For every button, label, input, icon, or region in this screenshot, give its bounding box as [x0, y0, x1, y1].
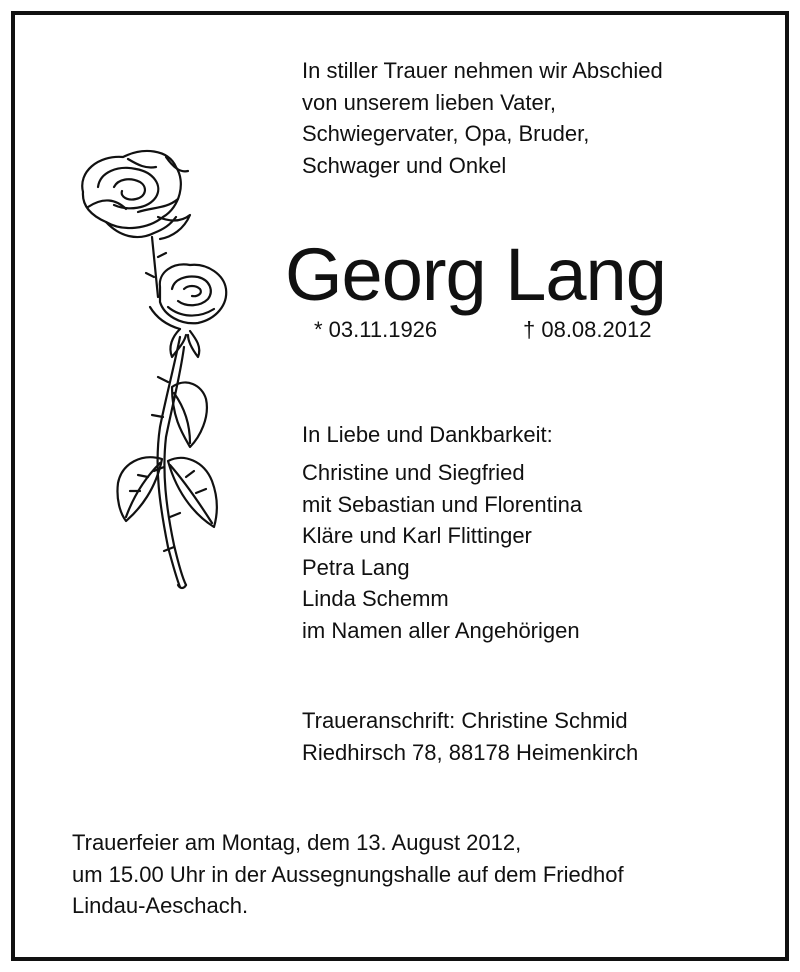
rose-icon	[68, 137, 248, 597]
intro-line: Schwager und Onkel	[302, 152, 507, 178]
address-line: Riedhirsch 78, 88178 Heimenkirch	[302, 739, 639, 765]
mourning-address	[302, 705, 638, 768]
family-line: Kläre und Karl Flittinger	[302, 523, 532, 548]
family-line: Christine und Siegfried	[302, 460, 525, 485]
intro-line: In stiller Trauer nehmen wir Abschied	[302, 58, 663, 83]
birth-date: * 03.11.1926	[314, 317, 438, 342]
family-list	[302, 457, 582, 646]
family-line: Petra Lang	[302, 554, 410, 580]
family-line: mit Sebastian und Florentina	[302, 491, 583, 517]
funeral-service-info	[72, 827, 624, 922]
intro-line: Schwiegervater, Opa, Bruder,	[302, 121, 590, 146]
family-line: Linda Schemm	[302, 586, 449, 611]
death-date: † 08.08.2012	[523, 317, 652, 342]
deceased-name: Georg Lang	[285, 233, 666, 316]
family-line: im Namen aller Angehörigen	[302, 617, 580, 643]
service-line: um 15.00 Uhr in der Aussegnungshalle auf dem Friedhof	[72, 861, 624, 887]
intro-line: von unserem lieben Vater,	[302, 89, 556, 115]
service-line: Trauerfeier am Montag, dem 13. August 2012,	[72, 830, 522, 855]
intro-text	[302, 55, 663, 181]
obituary-frame	[11, 11, 789, 961]
service-line: Lindau-Aeschach.	[72, 893, 249, 918]
address-line: Traueranschrift: Christine Schmid	[302, 708, 628, 733]
thanks-intro: In Liebe und Dankbarkeit:	[302, 422, 553, 447]
